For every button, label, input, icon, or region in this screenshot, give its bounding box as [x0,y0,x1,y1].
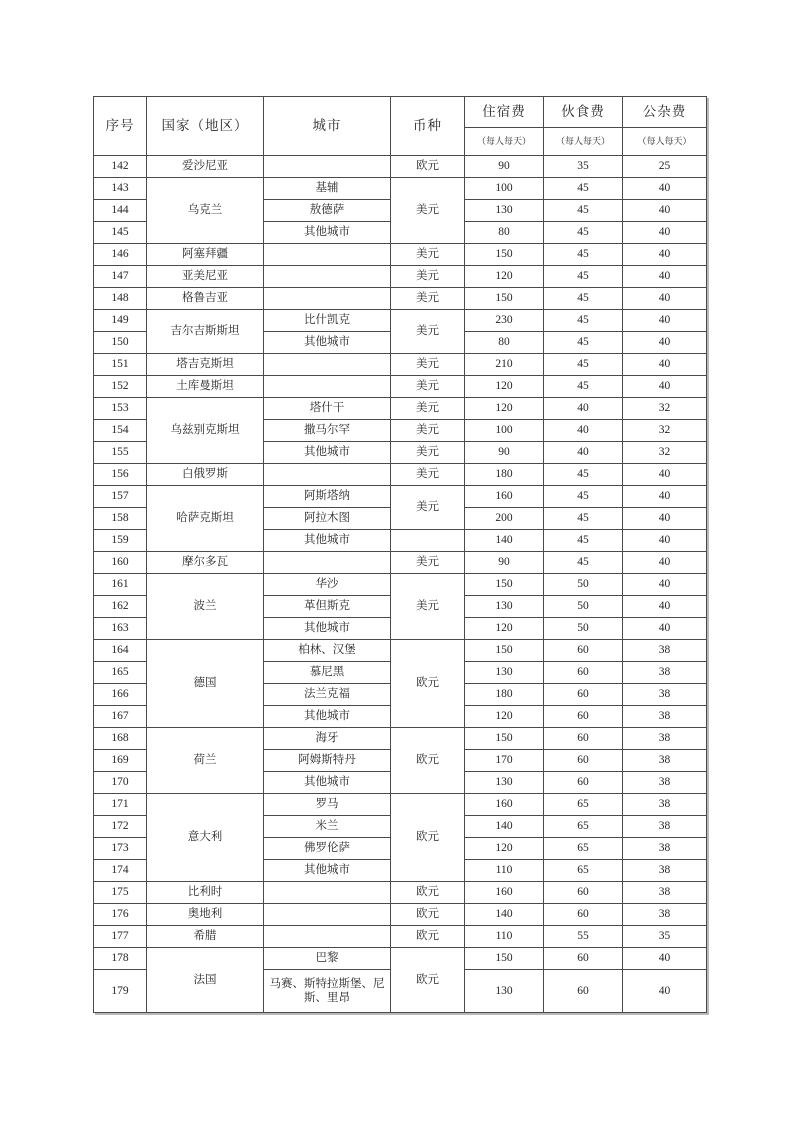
misc-fee-cell: 40 [623,970,707,1013]
lodging-fee-cell: 150 [465,288,544,310]
currency-cell: 欧元 [391,728,465,794]
meal-fee-cell: 60 [544,728,623,750]
currency-cell: 美元 [391,244,465,266]
row-index-cell: 145 [94,222,147,244]
misc-fee-cell: 40 [623,948,707,970]
table-row [94,640,707,662]
city-cell: 敖德萨 [264,200,391,222]
meal-fee-cell: 35 [544,156,623,178]
meal-fee-cell: 60 [544,684,623,706]
city-cell: 其他城市 [264,706,391,728]
meal-fee-cell: 60 [544,772,623,794]
city-cell: 比什凯克 [264,310,391,332]
country-cell: 波兰 [147,574,264,640]
city-cell: 其他城市 [264,772,391,794]
country-cell: 格鲁吉亚 [147,288,264,310]
meal-fee-cell: 55 [544,926,623,948]
row-index-cell: 150 [94,332,147,354]
meal-fee-cell: 45 [544,508,623,530]
row-index-cell: 172 [94,816,147,838]
misc-fee-cell: 38 [623,750,707,772]
lodging-fee-cell: 200 [465,508,544,530]
city-cell [264,552,391,574]
row-index-cell: 170 [94,772,147,794]
misc-fee-cell: 38 [623,684,707,706]
meal-fee-cell: 65 [544,838,623,860]
city-cell: 罗马 [264,794,391,816]
currency-cell: 欧元 [391,882,465,904]
lodging-fee-cell: 110 [465,926,544,948]
meal-fee-cell: 45 [544,530,623,552]
row-index-cell: 155 [94,442,147,464]
city-cell: 其他城市 [264,442,391,464]
lodging-fee-cell: 150 [465,948,544,970]
city-cell: 基辅 [264,178,391,200]
table-row [94,398,707,420]
meal-fee-cell: 60 [544,750,623,772]
city-cell [264,266,391,288]
lodging-fee-cell: 100 [465,420,544,442]
lodging-fee-cell: 120 [465,266,544,288]
meal-fee-cell: 50 [544,618,623,640]
lodging-fee-cell: 170 [465,750,544,772]
header-misc: 公杂费 [623,97,707,128]
meal-fee-cell: 65 [544,794,623,816]
row-index-cell: 161 [94,574,147,596]
row-index-cell: 149 [94,310,147,332]
header-currency: 币种 [391,97,465,156]
meal-fee-cell: 60 [544,706,623,728]
row-index-cell: 152 [94,376,147,398]
currency-cell: 欧元 [391,926,465,948]
table-row [94,574,707,596]
lodging-fee-cell: 120 [465,838,544,860]
lodging-fee-cell: 130 [465,662,544,684]
meal-fee-cell: 45 [544,376,623,398]
meal-fee-cell: 45 [544,288,623,310]
currency-cell: 美元 [391,420,465,442]
city-cell [264,156,391,178]
row-index-cell: 169 [94,750,147,772]
row-index-cell: 167 [94,706,147,728]
misc-fee-cell: 38 [623,794,707,816]
misc-fee-cell: 32 [623,420,707,442]
country-cell: 哈萨克斯坦 [147,486,264,552]
row-index-cell: 154 [94,420,147,442]
table-header [94,97,707,156]
misc-fee-cell: 40 [623,222,707,244]
meal-fee-cell: 45 [544,222,623,244]
misc-fee-cell: 40 [623,200,707,222]
misc-fee-cell: 38 [623,816,707,838]
country-cell: 亚美尼亚 [147,266,264,288]
city-cell: 阿斯塔纳 [264,486,391,508]
currency-cell: 美元 [391,266,465,288]
table-row [94,552,707,574]
currency-cell [391,530,465,552]
city-cell: 革但斯克 [264,596,391,618]
misc-fee-cell: 38 [623,838,707,860]
lodging-fee-cell: 80 [465,222,544,244]
header-lodging-note: （每人每天） [465,128,544,156]
city-cell [264,882,391,904]
currency-cell: 美元 [391,442,465,464]
country-cell: 吉尔吉斯斯坦 [147,310,264,354]
city-cell: 其他城市 [264,222,391,244]
per-diem-table [93,96,707,1013]
misc-fee-cell: 40 [623,618,707,640]
city-cell [264,288,391,310]
row-index-cell: 164 [94,640,147,662]
city-cell: 其他城市 [264,860,391,882]
row-index-cell: 148 [94,288,147,310]
misc-fee-cell: 40 [623,178,707,200]
lodging-fee-cell: 120 [465,398,544,420]
currency-cell: 欧元 [391,904,465,926]
country-cell: 乌兹别克斯坦 [147,398,264,464]
header-lodging: 住宿费 [465,97,544,128]
city-cell: 撒马尔罕 [264,420,391,442]
table-row [94,376,707,398]
currency-cell: 欧元 [391,794,465,882]
currency-cell: 美元 [391,398,465,420]
meal-fee-cell: 45 [544,200,623,222]
misc-fee-cell: 40 [623,596,707,618]
misc-fee-cell: 25 [623,156,707,178]
meal-fee-cell: 60 [544,640,623,662]
row-index-cell: 158 [94,508,147,530]
misc-fee-cell: 40 [623,464,707,486]
row-index-cell: 146 [94,244,147,266]
city-cell: 法兰克福 [264,684,391,706]
currency-cell: 美元 [391,178,465,244]
city-cell [264,926,391,948]
row-index-cell: 171 [94,794,147,816]
misc-fee-cell: 40 [623,376,707,398]
meal-fee-cell: 45 [544,266,623,288]
country-cell: 乌克兰 [147,178,264,244]
meal-fee-cell: 45 [544,178,623,200]
table-row [94,178,707,200]
lodging-fee-cell: 140 [465,816,544,838]
misc-fee-cell: 32 [623,398,707,420]
currency-cell: 美元 [391,486,465,530]
lodging-fee-cell: 180 [465,464,544,486]
lodging-fee-cell: 90 [465,442,544,464]
lodging-fee-cell: 140 [465,530,544,552]
row-index-cell: 163 [94,618,147,640]
table-row [94,464,707,486]
row-index-cell: 177 [94,926,147,948]
currency-cell: 美元 [391,354,465,376]
meal-fee-cell: 65 [544,816,623,838]
row-index-cell: 143 [94,178,147,200]
row-index-cell: 156 [94,464,147,486]
header-city: 城市 [264,97,391,156]
header-no: 序号 [94,97,147,156]
lodging-fee-cell: 80 [465,332,544,354]
lodging-fee-cell: 160 [465,486,544,508]
country-cell: 希腊 [147,926,264,948]
misc-fee-cell: 38 [623,904,707,926]
table-row [94,310,707,332]
row-index-cell: 157 [94,486,147,508]
row-index-cell: 176 [94,904,147,926]
misc-fee-cell: 40 [623,574,707,596]
lodging-fee-cell: 120 [465,706,544,728]
lodging-fee-cell: 90 [465,156,544,178]
country-cell: 塔吉克斯坦 [147,354,264,376]
currency-cell: 美元 [391,552,465,574]
table-row [94,244,707,266]
country-cell: 土库曼斯坦 [147,376,264,398]
table-row [94,156,707,178]
meal-fee-cell: 40 [544,442,623,464]
lodging-fee-cell: 160 [465,882,544,904]
misc-fee-cell: 40 [623,508,707,530]
meal-fee-cell: 60 [544,970,623,1013]
table-row [94,948,707,970]
city-cell [264,904,391,926]
city-cell: 阿拉木图 [264,508,391,530]
city-cell [264,244,391,266]
misc-fee-cell: 40 [623,354,707,376]
row-index-cell: 175 [94,882,147,904]
misc-fee-cell: 40 [623,288,707,310]
table-row [94,926,707,948]
table-row [94,794,707,816]
table-row [94,882,707,904]
misc-fee-cell: 38 [623,728,707,750]
country-cell: 意大利 [147,794,264,882]
table-row [94,728,707,750]
currency-cell: 美元 [391,574,465,640]
lodging-fee-cell: 130 [465,970,544,1013]
table-body [94,156,707,1013]
city-cell: 其他城市 [264,618,391,640]
table-row [94,354,707,376]
country-cell: 爱沙尼亚 [147,156,264,178]
city-cell: 海牙 [264,728,391,750]
misc-fee-cell: 38 [623,706,707,728]
city-cell: 其他城市 [264,332,391,354]
meal-fee-cell: 60 [544,662,623,684]
table-row [94,288,707,310]
lodging-fee-cell: 100 [465,178,544,200]
row-index-cell: 166 [94,684,147,706]
row-index-cell: 160 [94,552,147,574]
misc-fee-cell: 32 [623,442,707,464]
misc-fee-cell: 38 [623,640,707,662]
row-index-cell: 178 [94,948,147,970]
city-cell: 柏林、汉堡 [264,640,391,662]
country-cell: 阿塞拜疆 [147,244,264,266]
header-misc-note: （每人每天） [623,128,707,156]
currency-cell: 美元 [391,310,465,354]
misc-fee-cell: 40 [623,552,707,574]
meal-fee-cell: 50 [544,574,623,596]
meal-fee-cell: 45 [544,332,623,354]
city-cell: 慕尼黑 [264,662,391,684]
city-cell [264,376,391,398]
meal-fee-cell: 65 [544,860,623,882]
header-meals-note: （每人每天） [544,128,623,156]
misc-fee-cell: 40 [623,486,707,508]
misc-fee-cell: 40 [623,332,707,354]
lodging-fee-cell: 150 [465,244,544,266]
meal-fee-cell: 45 [544,486,623,508]
meal-fee-cell: 60 [544,904,623,926]
row-index-cell: 162 [94,596,147,618]
misc-fee-cell: 40 [623,244,707,266]
table-row [94,904,707,926]
lodging-fee-cell: 120 [465,618,544,640]
meal-fee-cell: 60 [544,882,623,904]
lodging-fee-cell: 180 [465,684,544,706]
meal-fee-cell: 45 [544,464,623,486]
lodging-fee-cell: 150 [465,574,544,596]
meal-fee-cell: 45 [544,310,623,332]
misc-fee-cell: 38 [623,662,707,684]
misc-fee-cell: 38 [623,772,707,794]
lodging-fee-cell: 150 [465,728,544,750]
row-index-cell: 159 [94,530,147,552]
lodging-fee-cell: 130 [465,596,544,618]
lodging-fee-cell: 130 [465,200,544,222]
country-cell: 比利时 [147,882,264,904]
country-cell: 白俄罗斯 [147,464,264,486]
row-index-cell: 151 [94,354,147,376]
meal-fee-cell: 50 [544,596,623,618]
table-row [94,266,707,288]
header-meals: 伙食费 [544,97,623,128]
misc-fee-cell: 35 [623,926,707,948]
misc-fee-cell: 40 [623,266,707,288]
city-cell: 塔什干 [264,398,391,420]
city-cell: 米兰 [264,816,391,838]
row-index-cell: 173 [94,838,147,860]
currency-cell: 美元 [391,464,465,486]
city-cell: 其他城市 [264,530,391,552]
row-index-cell: 144 [94,200,147,222]
row-index-cell: 153 [94,398,147,420]
misc-fee-cell: 40 [623,530,707,552]
lodging-fee-cell: 210 [465,354,544,376]
misc-fee-cell: 38 [623,882,707,904]
city-cell: 佛罗伦萨 [264,838,391,860]
lodging-fee-cell: 150 [465,640,544,662]
country-cell: 荷兰 [147,728,264,794]
city-cell: 马赛、斯特拉斯堡、尼斯、里昂 [264,970,391,1013]
misc-fee-cell: 40 [623,310,707,332]
misc-fee-cell: 38 [623,860,707,882]
row-index-cell: 142 [94,156,147,178]
city-cell [264,354,391,376]
meal-fee-cell: 45 [544,244,623,266]
row-index-cell: 147 [94,266,147,288]
meal-fee-cell: 40 [544,398,623,420]
currency-cell: 美元 [391,288,465,310]
city-cell: 华沙 [264,574,391,596]
row-index-cell: 168 [94,728,147,750]
lodging-fee-cell: 230 [465,310,544,332]
country-cell: 法国 [147,948,264,1013]
lodging-fee-cell: 130 [465,772,544,794]
lodging-fee-cell: 110 [465,860,544,882]
meal-fee-cell: 45 [544,354,623,376]
currency-cell: 美元 [391,376,465,398]
currency-cell: 欧元 [391,640,465,728]
city-cell: 阿姆斯特丹 [264,750,391,772]
country-cell: 摩尔多瓦 [147,552,264,574]
country-cell: 奥地利 [147,904,264,926]
city-cell: 巴黎 [264,948,391,970]
currency-cell: 欧元 [391,948,465,1013]
lodging-fee-cell: 140 [465,904,544,926]
lodging-fee-cell: 90 [465,552,544,574]
meal-fee-cell: 60 [544,948,623,970]
city-cell [264,464,391,486]
currency-cell: 欧元 [391,156,465,178]
meal-fee-cell: 45 [544,552,623,574]
meal-fee-cell: 40 [544,420,623,442]
header-country: 国家（地区） [147,97,264,156]
lodging-fee-cell: 160 [465,794,544,816]
lodging-fee-cell: 120 [465,376,544,398]
table-row [94,486,707,508]
country-cell: 德国 [147,640,264,728]
row-index-cell: 174 [94,860,147,882]
row-index-cell: 179 [94,970,147,1013]
row-index-cell: 165 [94,662,147,684]
